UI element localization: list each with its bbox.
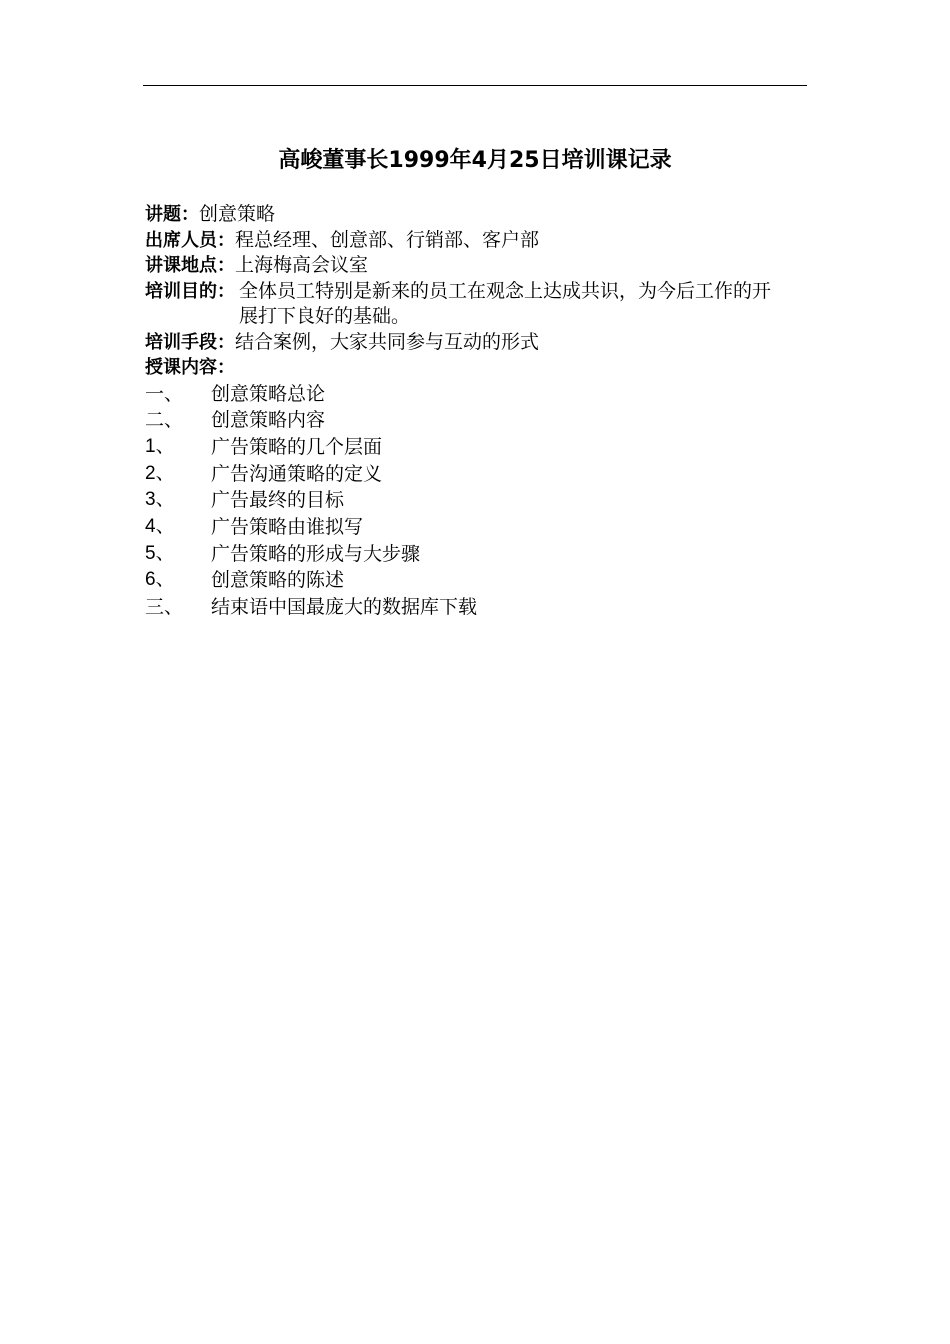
outline-list <box>145 381 810 621</box>
outline-item <box>145 407 810 434</box>
topic-value: 创意策略 <box>199 203 276 225</box>
outline-item-text: 广告策略的形成与大步骤 <box>211 542 421 565</box>
location-label: 讲课地点： <box>145 255 235 276</box>
content-heading-row <box>145 355 810 381</box>
document-body <box>145 202 810 621</box>
outline-item <box>145 434 810 461</box>
outline-item-text: 广告策略由谁拟写 <box>211 516 364 539</box>
document-title: 高峻董事长1999年4月25日培训课记录 <box>278 148 672 173</box>
outline-item-number: 3、 <box>145 489 175 511</box>
outline-item-number: 4、 <box>145 516 175 538</box>
purpose-label: 培训目的： <box>145 280 235 302</box>
outline-item-text: 广告策略的几个层面 <box>211 435 383 458</box>
outline-item-number: 6、 <box>145 569 175 591</box>
outline-item-text: 广告最终的目标 <box>211 489 345 512</box>
purpose-value: 全体员工特别是新来的员工在观念上达成共识，为今后工作的开展打下良好的基础。 <box>239 279 772 327</box>
outline-item <box>145 514 810 541</box>
outline-item <box>145 487 810 514</box>
attendees-label: 出席人员： <box>145 229 235 251</box>
location-value: 上海梅高会议室 <box>235 254 369 276</box>
method-label: 培训手段： <box>145 331 235 353</box>
attendees-value: 程总经理、创意部、行销部、客户部 <box>235 228 540 251</box>
content-heading: 授课内容： <box>145 357 235 378</box>
outline-item <box>145 541 810 568</box>
outline-item-text: 创意策略的陈述 <box>211 569 345 592</box>
purpose-row <box>145 279 810 330</box>
outline-item-text: 结束语中国最庞大的数据库下载 <box>211 596 478 619</box>
outline-item <box>145 567 810 594</box>
method-value: 结合案例，大家共同参与互动的形式 <box>235 330 540 353</box>
method-row <box>145 330 810 356</box>
outline-item-text: 创意策略总论 <box>211 382 326 405</box>
header-rule <box>143 85 807 86</box>
topic-row <box>145 202 810 228</box>
topic-label: 讲题： <box>145 204 199 225</box>
outline-item <box>145 381 810 408</box>
outline-item-number: 三、 <box>145 596 184 619</box>
outline-item-number: 2、 <box>145 462 175 484</box>
outline-item-number: 5、 <box>145 542 175 564</box>
attendees-row <box>145 228 810 254</box>
outline-item-text: 广告沟通策略的定义 <box>211 462 383 485</box>
outline-item-number: 1、 <box>145 435 175 457</box>
outline-item-number: 一、 <box>145 382 184 405</box>
outline-item-text: 创意策略内容 <box>211 409 326 432</box>
location-row <box>145 253 810 279</box>
outline-item-number: 二、 <box>145 409 184 432</box>
outline-item <box>145 461 810 488</box>
outline-item <box>145 594 810 621</box>
